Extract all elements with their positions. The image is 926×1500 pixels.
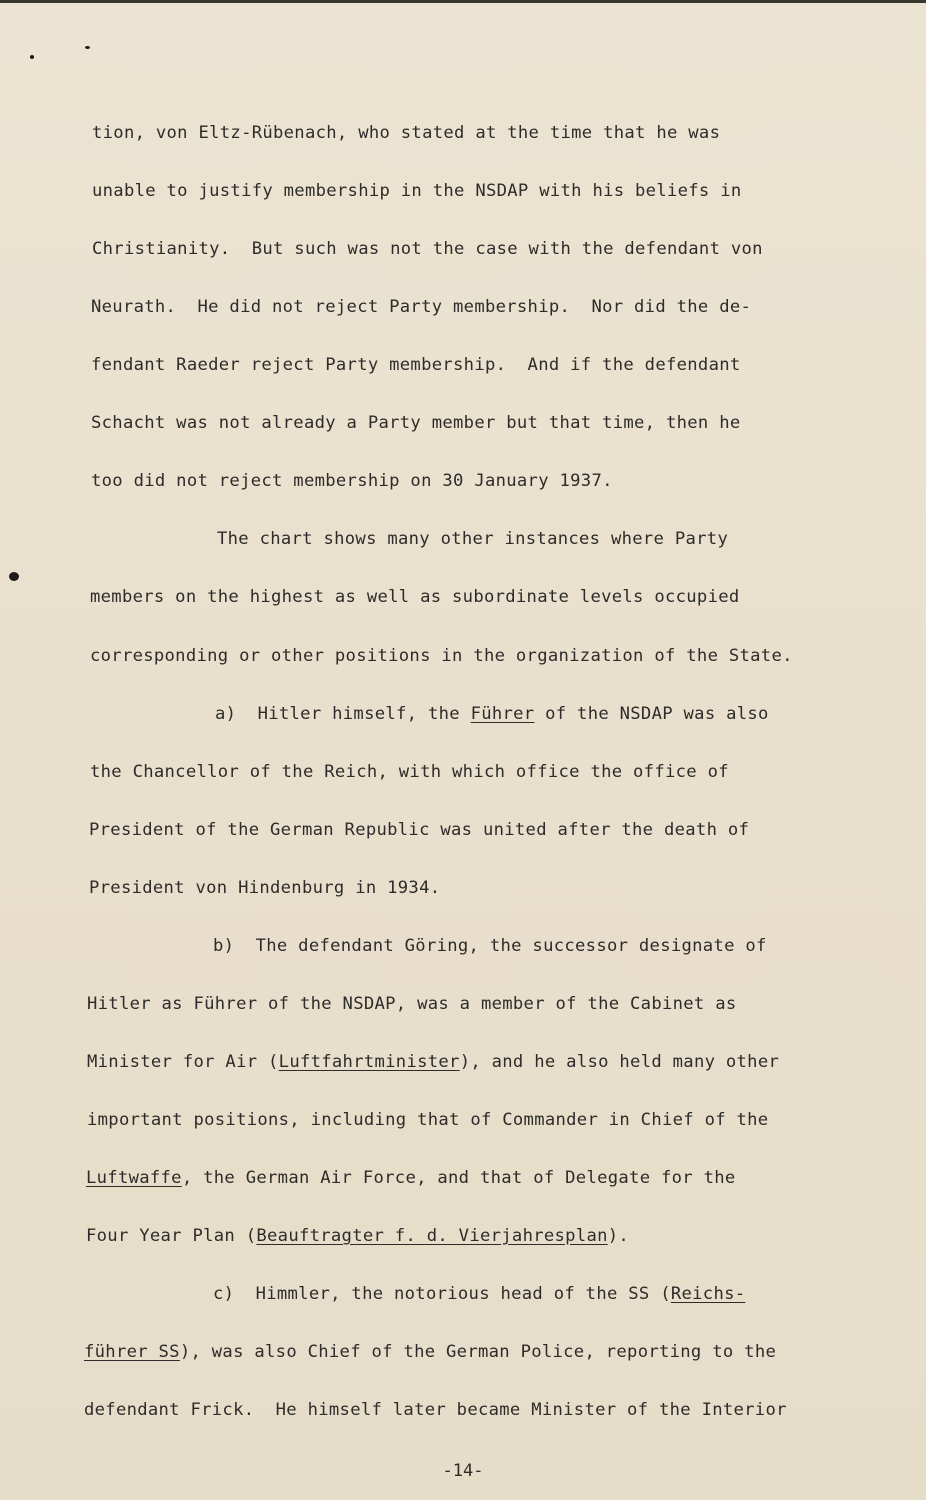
text-line-19: Luftwaffe, the German Air Force, and that of Delegate for the [86, 1168, 736, 1188]
text-line-23: defendant Frick. He himself later became Minister of the Interior [84, 1400, 787, 1420]
text-line-6: Schacht was not already a Party member but that time, then he [91, 413, 741, 433]
text-line-13: President of the German Republic was united after the death of [89, 820, 750, 840]
text-line-14: President von Hindenburg in 1934. [89, 878, 441, 898]
text-line-9: members on the highest as well as subordinate levels occupied [90, 587, 740, 607]
item-b-line: b) The defendant Göring, the successor designate of [213, 936, 767, 956]
item-a-line: a) Hitler himself, the Führer of the NSDAP was also [215, 704, 769, 724]
text-line-17: Minister for Air (Luftfahrtminister), and he also held many other [87, 1052, 780, 1072]
item-a-label: a) [215, 704, 237, 724]
text-line-12: the Chancellor of the Reich, with which office the office of [90, 762, 729, 782]
item-c-line: c) Himmler, the notorious head of the SS (Reichs- [213, 1284, 746, 1304]
text-line-18: important positions, including that of Commander in Chief of the [87, 1110, 769, 1130]
text-line-10: corresponding or other positions in the organization of the State. [90, 646, 793, 666]
item-c-label: c) [213, 1284, 235, 1304]
text-line-1: tion, von Eltz-Rübenach, who stated at the time that he was [92, 123, 721, 143]
text-line-22: führer SS), was also Chief of the German Police, reporting to the [84, 1342, 777, 1362]
text-line-8: The chart shows many other instances where Party [217, 529, 729, 549]
punch-hole-mark [9, 572, 19, 581]
text-line-3: Christianity. But such was not the case with the defendant von [92, 239, 763, 259]
text-line-2: unable to justify membership in the NSDAP with his beliefs in [92, 181, 742, 201]
item-b-label: b) [213, 936, 235, 956]
ink-mark [85, 46, 90, 49]
page-number: -14- [442, 1461, 484, 1481]
text-line-4: Neurath. He did not reject Party membership. Nor did the de- [91, 297, 752, 317]
text-line-7: too did not reject membership on 30 January 1937. [91, 471, 613, 491]
text-line-5: fendant Raeder reject Party membership. And if the defendant [91, 355, 741, 375]
text-line-16: Hitler as Führer of the NSDAP, was a member of the Cabinet as [87, 994, 737, 1014]
ink-mark [30, 55, 34, 59]
page-top-edge [0, 0, 926, 3]
text-line-20: Four Year Plan (Beauftragter f. d. Vierjahresplan). [86, 1226, 630, 1246]
